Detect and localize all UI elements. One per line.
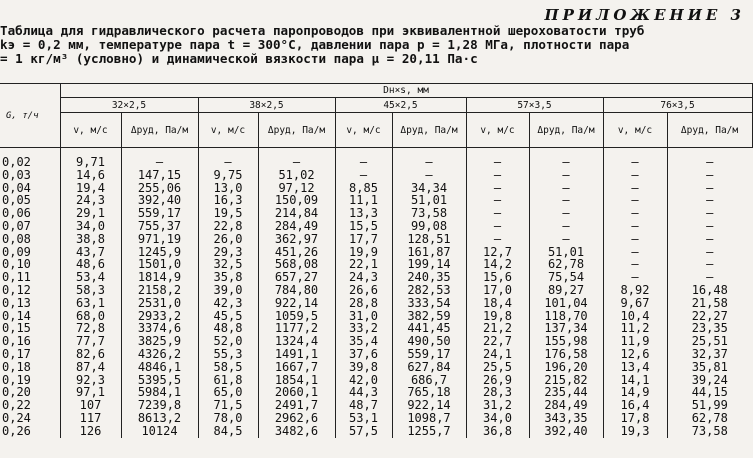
pressure-drop-cell: — [258, 148, 335, 169]
table-row [0, 322, 752, 335]
table-body [0, 148, 752, 438]
table-row [0, 412, 752, 425]
pressure-drop-cell: 8613,2 [121, 412, 198, 425]
velocity-cell: 17,0 [466, 284, 529, 297]
pressure-drop-cell: 333,54 [392, 297, 466, 310]
pressure-drop-cell: 2933,2 [121, 310, 198, 323]
g-cell: 0,05 [2, 194, 31, 208]
pressure-drop-cell: 490,50 [392, 335, 466, 348]
pressure-drop-cell: 4846,1 [121, 361, 198, 374]
velocity-cell: 84,5 [198, 425, 258, 438]
velocity-cell: — [466, 207, 529, 220]
g-cell: 0,03 [2, 168, 31, 182]
velocity-cell: 22,7 [466, 335, 529, 348]
pressure-drop-cell: — [392, 169, 466, 182]
velocity-cell: — [335, 169, 392, 182]
table-row [0, 182, 752, 195]
velocity-cell: 14,6 [60, 169, 121, 182]
pressure-drop-cell: 255,06 [121, 182, 198, 195]
velocity-cell: 22,1 [335, 258, 392, 271]
velocity-cell: 14,1 [603, 374, 667, 387]
velocity-cell: — [466, 169, 529, 182]
pressure-drop-cell: — [667, 233, 752, 246]
table-row [0, 220, 752, 233]
velocity-cell: 22,8 [198, 220, 258, 233]
velocity-cell: — [466, 220, 529, 233]
pressure-drop-cell: 147,15 [121, 169, 198, 182]
velocity-cell: 29,1 [60, 207, 121, 220]
pressure-drop-header: Δpуд, Па/м [392, 113, 466, 148]
table-row [0, 284, 752, 297]
velocity-cell: 11,9 [603, 335, 667, 348]
velocity-cell: 10,4 [603, 310, 667, 323]
pressure-drop-cell: 922,14 [258, 297, 335, 310]
pressure-drop-cell: — [392, 148, 466, 169]
pressure-drop-cell: 755,37 [121, 220, 198, 233]
pressure-drop-cell: 451,26 [258, 246, 335, 259]
velocity-cell: 39,8 [335, 361, 392, 374]
pressure-drop-cell: 2060,1 [258, 386, 335, 399]
velocity-cell: 48,8 [198, 322, 258, 335]
velocity-cell: 15,6 [466, 271, 529, 284]
pressure-drop-cell: — [667, 271, 752, 284]
pressure-drop-cell: 199,14 [392, 258, 466, 271]
velocity-cell: — [603, 182, 667, 195]
g-cell: 0,17 [2, 347, 31, 361]
table-row [0, 207, 752, 220]
pressure-drop-cell: 34,34 [392, 182, 466, 195]
pressure-drop-cell: 39,24 [667, 374, 752, 387]
pressure-drop-cell: 176,58 [529, 348, 603, 361]
velocity-cell: — [603, 246, 667, 259]
pressure-drop-cell: 62,78 [529, 258, 603, 271]
pressure-drop-cell: 657,27 [258, 271, 335, 284]
velocity-cell: 126 [60, 425, 121, 438]
table-row [0, 148, 752, 169]
size-header: 38×2,5 [198, 98, 335, 113]
velocity-cell: 72,8 [60, 322, 121, 335]
g-cell: 0,12 [2, 283, 31, 297]
velocity-cell: 28,3 [466, 386, 529, 399]
velocity-cell: 68,0 [60, 310, 121, 323]
velocity-header: v, м/с [60, 113, 121, 148]
pressure-drop-cell: 10124 [121, 425, 198, 438]
velocity-cell: 61,8 [198, 374, 258, 387]
g-cell: 0,26 [2, 424, 31, 438]
velocity-cell: 26,9 [466, 374, 529, 387]
pressure-drop-cell: 25,51 [667, 335, 752, 348]
pressure-drop-cell: 1814,9 [121, 271, 198, 284]
velocity-cell: — [603, 169, 667, 182]
pressure-drop-cell: — [529, 207, 603, 220]
velocity-cell: 34,0 [60, 220, 121, 233]
pressure-drop-cell: 1177,2 [258, 322, 335, 335]
velocity-cell: 117 [60, 412, 121, 425]
g-cell: 0,20 [2, 386, 31, 400]
pressure-drop-cell: 282,53 [392, 284, 466, 297]
g-cell: 0,24 [2, 411, 31, 425]
pressure-drop-cell: — [529, 148, 603, 169]
pressure-drop-cell: 392,40 [121, 194, 198, 207]
velocity-cell: 16,4 [603, 399, 667, 412]
velocity-cell: 58,3 [60, 284, 121, 297]
velocity-cell: 15,5 [335, 220, 392, 233]
g-cell: 0,07 [2, 219, 31, 233]
velocity-cell: — [603, 207, 667, 220]
pressure-drop-cell: 4326,2 [121, 348, 198, 361]
velocity-cell: 17,7 [335, 233, 392, 246]
pressure-drop-cell: 44,15 [667, 386, 752, 399]
velocity-cell: 9,75 [198, 169, 258, 182]
pressure-drop-cell: 3482,6 [258, 425, 335, 438]
velocity-cell: 48,7 [335, 399, 392, 412]
pressure-drop-cell: — [667, 148, 752, 169]
g-cell: 0,06 [2, 207, 31, 220]
pressure-drop-cell: 118,70 [529, 310, 603, 323]
table-row [0, 297, 752, 310]
velocity-cell: 31,2 [466, 399, 529, 412]
table-row [0, 246, 752, 259]
velocity-cell: 17,8 [603, 412, 667, 425]
velocity-cell: — [466, 182, 529, 195]
velocity-cell: — [603, 220, 667, 233]
velocity-cell: 43,7 [60, 246, 121, 259]
g-cell: 0,22 [2, 399, 31, 412]
pressure-drop-cell: 35,81 [667, 361, 752, 374]
pressure-drop-cell: 2962,6 [258, 412, 335, 425]
pressure-drop-cell: 214,84 [258, 207, 335, 220]
velocity-cell: 82,6 [60, 348, 121, 361]
velocity-cell: 24,1 [466, 348, 529, 361]
pressure-drop-cell: 51,99 [667, 399, 752, 412]
pressure-drop-cell: 2531,0 [121, 297, 198, 310]
velocity-header: v, м/с [335, 113, 392, 148]
pressure-drop-cell: 240,35 [392, 271, 466, 284]
velocity-cell: 32,5 [198, 258, 258, 271]
velocity-cell: 25,5 [466, 361, 529, 374]
pressure-drop-cell: 21,58 [667, 297, 752, 310]
pressure-drop-cell: 5984,1 [121, 386, 198, 399]
table-heading [0, 24, 750, 66]
g-cell: 0,10 [2, 258, 31, 272]
table-row [0, 233, 752, 246]
pressure-drop-cell: 1854,1 [258, 374, 335, 387]
velocity-cell: 19,8 [466, 310, 529, 323]
velocity-cell: 35,4 [335, 335, 392, 348]
velocity-cell: — [603, 258, 667, 271]
pressure-drop-cell: 51,01 [392, 194, 466, 207]
pressure-drop-cell: 1255,7 [392, 425, 466, 438]
pressure-drop-cell: 1491,1 [258, 348, 335, 361]
velocity-cell: — [603, 148, 667, 169]
pressure-drop-header: Δpуд, Па/м [667, 113, 752, 148]
velocity-header: v, м/с [198, 113, 258, 148]
pressure-drop-cell: 3825,9 [121, 335, 198, 348]
pressure-drop-cell: 568,08 [258, 258, 335, 271]
g-cell: 0,19 [2, 373, 31, 387]
velocity-cell: 9,67 [603, 297, 667, 310]
pressure-drop-cell: 137,34 [529, 322, 603, 335]
velocity-cell: 53,4 [60, 271, 121, 284]
g-cell: 0,16 [2, 335, 31, 348]
velocity-cell: 39,0 [198, 284, 258, 297]
velocity-cell: 14,2 [466, 258, 529, 271]
velocity-cell: — [603, 194, 667, 207]
velocity-cell: 65,0 [198, 386, 258, 399]
velocity-cell: 16,3 [198, 194, 258, 207]
pressure-drop-header: Δpуд, Па/м [258, 113, 335, 148]
velocity-cell: 19,5 [198, 207, 258, 220]
size-header: 32×2,5 [60, 98, 198, 113]
pressure-drop-cell: 128,51 [392, 233, 466, 246]
velocity-cell: 42,0 [335, 374, 392, 387]
velocity-cell: — [603, 271, 667, 284]
velocity-cell: 97,1 [60, 386, 121, 399]
velocity-cell: 11,2 [603, 322, 667, 335]
pressure-drop-cell: 161,87 [392, 246, 466, 259]
appendix-label: ПРИЛОЖЕНИЕ 3 [544, 6, 745, 24]
velocity-cell: 78,0 [198, 412, 258, 425]
pressure-drop-cell: 784,80 [258, 284, 335, 297]
pressure-drop-cell: 1059,5 [258, 310, 335, 323]
velocity-cell: 13,4 [603, 361, 667, 374]
velocity-cell: 35,8 [198, 271, 258, 284]
velocity-cell: — [466, 233, 529, 246]
velocity-cell: 107 [60, 399, 121, 412]
pressure-drop-cell: — [667, 207, 752, 220]
pressure-drop-cell: 559,17 [121, 207, 198, 220]
table-row [0, 258, 752, 271]
velocity-cell: 11,1 [335, 194, 392, 207]
pressure-drop-cell: 97,12 [258, 182, 335, 195]
table-row [0, 361, 752, 374]
velocity-cell: 24,3 [60, 194, 121, 207]
pressure-drop-cell: 89,27 [529, 284, 603, 297]
table-row [0, 271, 752, 284]
pressure-drop-cell: — [667, 169, 752, 182]
table-row [0, 194, 752, 207]
velocity-cell: 92,3 [60, 374, 121, 387]
velocity-cell: 21,2 [466, 322, 529, 335]
g-cell: 0,14 [2, 309, 31, 323]
pressure-drop-cell: 155,98 [529, 335, 603, 348]
velocity-cell: 37,6 [335, 348, 392, 361]
velocity-cell: 13,0 [198, 182, 258, 195]
velocity-cell: 48,6 [60, 258, 121, 271]
pressure-drop-cell: — [529, 194, 603, 207]
velocity-cell: 24,3 [335, 271, 392, 284]
pressure-drop-cell: — [667, 246, 752, 259]
velocity-header: v, м/с [603, 113, 667, 148]
pressure-drop-cell: — [529, 169, 603, 182]
velocity-cell: 45,5 [198, 310, 258, 323]
table-row [0, 310, 752, 323]
velocity-cell: 57,5 [335, 425, 392, 438]
g-cell: 0,04 [2, 181, 31, 195]
pressure-drop-cell: 627,84 [392, 361, 466, 374]
pressure-drop-cell: 99,08 [392, 220, 466, 233]
group-header: Dн×s, мм [60, 84, 752, 98]
pressure-drop-cell: 284,49 [529, 399, 603, 412]
pressure-drop-cell: 1324,4 [258, 335, 335, 348]
velocity-cell: 18,4 [466, 297, 529, 310]
pressure-drop-cell: 362,97 [258, 233, 335, 246]
velocity-cell: 71,5 [198, 399, 258, 412]
table-row [0, 425, 752, 438]
pressure-drop-cell: 235,44 [529, 386, 603, 399]
pressure-drop-cell: 101,04 [529, 297, 603, 310]
pressure-drop-cell: 3374,6 [121, 322, 198, 335]
pressure-drop-cell: — [667, 258, 752, 271]
pressure-drop-cell: 51,01 [529, 246, 603, 259]
velocity-cell: 26,6 [335, 284, 392, 297]
pressure-drop-cell: — [529, 233, 603, 246]
pressure-drop-cell: 5395,5 [121, 374, 198, 387]
heading-line: kэ = 0,2 мм, температуре пара t = 300°С, давлении пара p = 1,28 МГа, плотности пара [0, 38, 630, 52]
pressure-drop-cell: 32,37 [667, 348, 752, 361]
pressure-drop-cell: 75,54 [529, 271, 603, 284]
pressure-drop-cell: 922,14 [392, 399, 466, 412]
g-cell: 0,13 [2, 296, 31, 310]
pressure-drop-cell: 7239,8 [121, 399, 198, 412]
velocity-cell: 31,0 [335, 310, 392, 323]
pressure-drop-cell: 441,45 [392, 322, 466, 335]
velocity-cell: 29,3 [198, 246, 258, 259]
velocity-cell: — [198, 148, 258, 169]
velocity-cell: 26,0 [198, 233, 258, 246]
velocity-cell: — [466, 194, 529, 207]
size-header: 57×3,5 [466, 98, 603, 113]
g-cell: 0,11 [2, 271, 31, 284]
velocity-cell: 12,7 [466, 246, 529, 259]
pressure-drop-cell: 16,48 [667, 284, 752, 297]
velocity-cell: 87,4 [60, 361, 121, 374]
velocity-cell: 52,0 [198, 335, 258, 348]
velocity-header: v, м/с [466, 113, 529, 148]
table-row [0, 374, 752, 387]
g-cell: 0,15 [2, 322, 31, 336]
hydraulic-table [0, 83, 753, 438]
pressure-drop-cell: 686,7 [392, 374, 466, 387]
pressure-drop-cell: 765,18 [392, 386, 466, 399]
pressure-drop-cell: 2491,7 [258, 399, 335, 412]
velocity-cell: 63,1 [60, 297, 121, 310]
pressure-drop-cell: 1501,0 [121, 258, 198, 271]
velocity-cell: 8,85 [335, 182, 392, 195]
pressure-drop-cell: 2158,2 [121, 284, 198, 297]
size-header: 45×2,5 [335, 98, 466, 113]
pressure-drop-cell: 51,02 [258, 169, 335, 182]
pressure-drop-cell: 1245,9 [121, 246, 198, 259]
pressure-drop-cell: 343,35 [529, 412, 603, 425]
velocity-cell: 19,4 [60, 182, 121, 195]
heading-line: = 1 кг/м³ (условно) и динамической вязкости пара μ = 20,11 Па·с [0, 52, 478, 66]
velocity-cell: 44,3 [335, 386, 392, 399]
velocity-cell: 12,6 [603, 348, 667, 361]
g-cell: 0,02 [2, 155, 31, 169]
pressure-drop-header: Δpуд, Па/м [121, 113, 198, 148]
velocity-cell: 36,8 [466, 425, 529, 438]
velocity-cell: 77,7 [60, 335, 121, 348]
velocity-cell: 19,3 [603, 425, 667, 438]
velocity-cell: 9,71 [60, 148, 121, 169]
velocity-cell: 19,9 [335, 246, 392, 259]
g-cell: 0,08 [2, 232, 31, 246]
pressure-drop-cell: 22,27 [667, 310, 752, 323]
pressure-drop-cell: 73,58 [667, 425, 752, 438]
size-header: 76×3,5 [603, 98, 752, 113]
velocity-cell: 53,1 [335, 412, 392, 425]
g-cell: 0,18 [2, 360, 31, 374]
pressure-drop-cell: — [121, 148, 198, 169]
pressure-drop-header: Δpуд, Па/м [529, 113, 603, 148]
g-cell: 0,09 [2, 245, 31, 259]
velocity-cell: 8,92 [603, 284, 667, 297]
table-row [0, 399, 752, 412]
pressure-drop-cell: 559,17 [392, 348, 466, 361]
velocity-cell: — [335, 148, 392, 169]
pressure-drop-cell: 1098,7 [392, 412, 466, 425]
velocity-cell: 34,0 [466, 412, 529, 425]
velocity-cell: 33,2 [335, 322, 392, 335]
pressure-drop-cell: 284,49 [258, 220, 335, 233]
velocity-cell: 42,3 [198, 297, 258, 310]
table-row [0, 386, 752, 399]
pressure-drop-cell: 382,59 [392, 310, 466, 323]
pressure-drop-cell: 73,58 [392, 207, 466, 220]
pressure-drop-cell: 150,09 [258, 194, 335, 207]
table-row [0, 169, 752, 182]
g-column-header: G, т/ч [0, 84, 60, 148]
pressure-drop-cell: 23,35 [667, 322, 752, 335]
pressure-drop-cell: — [667, 194, 752, 207]
table-row [0, 348, 752, 361]
pressure-drop-cell: — [529, 220, 603, 233]
pressure-drop-cell: 971,19 [121, 233, 198, 246]
pressure-drop-cell: — [667, 220, 752, 233]
velocity-cell: — [603, 233, 667, 246]
pressure-drop-cell: 1667,7 [258, 361, 335, 374]
pressure-drop-cell: 215,82 [529, 374, 603, 387]
velocity-cell: 13,3 [335, 207, 392, 220]
pressure-drop-cell: 196,20 [529, 361, 603, 374]
pressure-drop-cell: — [529, 182, 603, 195]
velocity-cell: 38,8 [60, 233, 121, 246]
velocity-cell: 58,5 [198, 361, 258, 374]
table-row [0, 335, 752, 348]
pressure-drop-cell: — [667, 182, 752, 195]
heading-line: Таблица для гидравлического расчета паропроводов при эквивалентной шероховатости труб [0, 24, 645, 38]
pressure-drop-cell: 62,78 [667, 412, 752, 425]
velocity-cell: 55,3 [198, 348, 258, 361]
velocity-cell: — [466, 148, 529, 169]
velocity-cell: 14,9 [603, 386, 667, 399]
pressure-drop-cell: 392,40 [529, 425, 603, 438]
velocity-cell: 28,8 [335, 297, 392, 310]
